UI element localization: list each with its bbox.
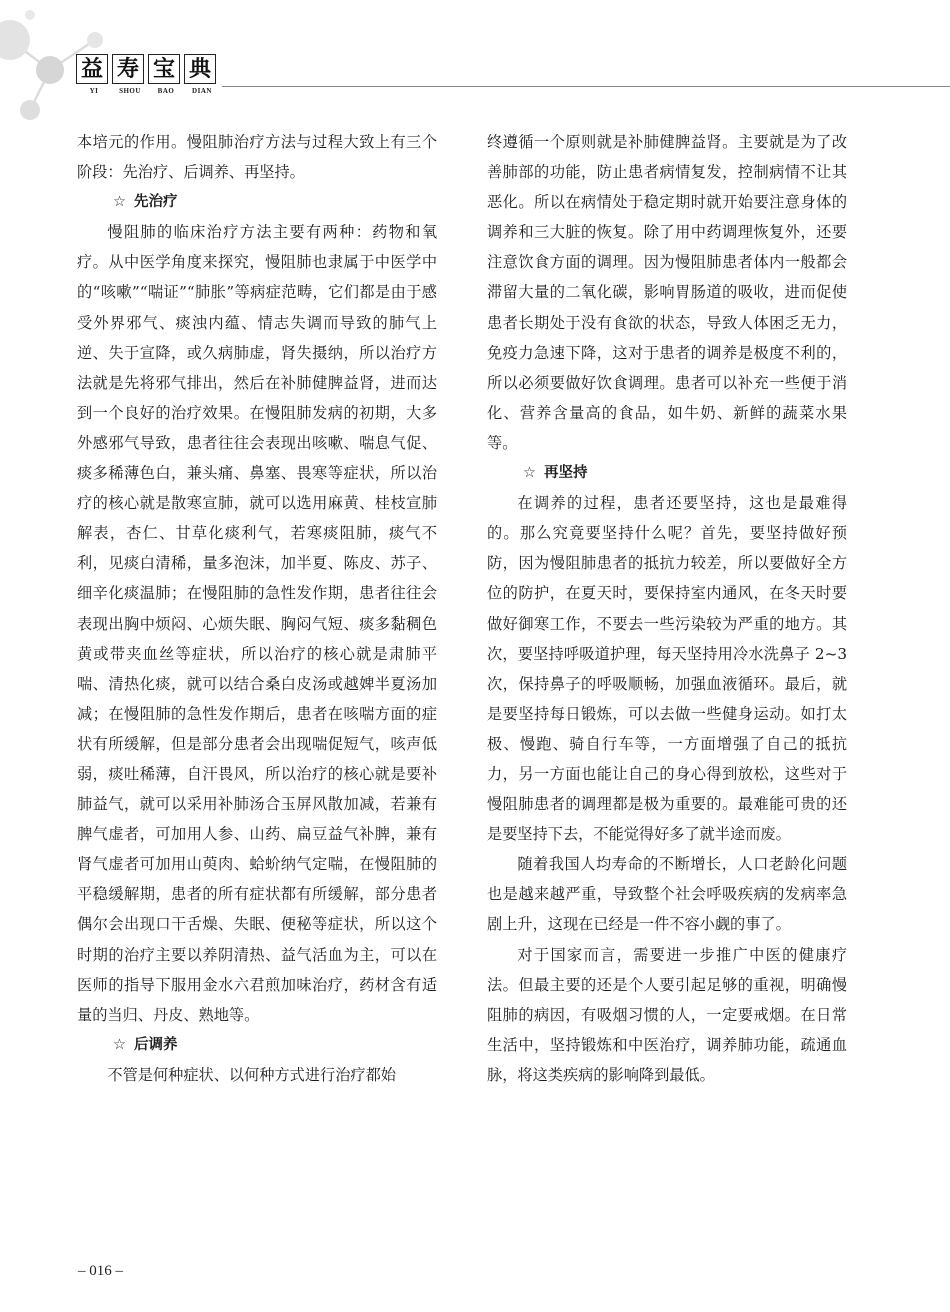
logo-pinyin-syllable: SHOU — [119, 87, 141, 95]
star-icon: ☆ — [113, 1036, 126, 1053]
section-heading-text: 后调养 — [134, 1036, 178, 1053]
logo-char: 寿 — [112, 54, 144, 84]
logo-char: 宝 — [148, 54, 180, 84]
body-paragraph: 在调养的过程，患者还要坚持，这也是最难得的。那么究竟要坚持什么呢？首先，要坚持做好预防，因为慢阻肺患者的抵抗力较差，所以要做好全方位的防护，在夏天时，要保持室内通风，在冬天时要做好御寒工作，不要去一些污染较为严重的地方。其次，要坚持呼吸道护理，每天坚持用冷水洗鼻子 2~3 次，保持鼻子的呼吸顺畅，加强血液循环。最后，就是要坚持每日锻炼，可以去做一些健身运动。如打太极、慢跑、骑自行车等，一方面增强了自己的抵抗力，另一方面也能让自己的身心得到放松，这些对于慢阻肺患者的调理都是极为重要的。最难能可贵的还是要坚持下去，不能觉得好多了就半途而废。 — [487, 494, 847, 844]
body-paragraph: 终遵循一个原则就是补肺健脾益肾。主要就是为了改善肺部的功能，防止患者病情复发，控制病情不让其恶化。所以在病情处于稳定期时就开始要注意身体的调养和三大脏的恢复。除了用中药调理恢复外，还要注意饮食方面的调理。因为慢阻肺患者体内一般都会滞留大量的二氧化碳，影响胃肠道的吸收，进而促使患者长期处于没有食欲的状态，导致人体困乏无力，免疫力急速下降，这对于患者的调养是极度不利的，所以必须要做好饮食调理。患者可以补充一些便于消化、营养含量高的食品，如牛奶、新鲜的蔬菜水果等。 — [487, 133, 847, 452]
section-heading-persistence — [487, 458, 847, 488]
left-column — [77, 127, 437, 1090]
section-heading-treatment — [77, 187, 437, 217]
logo-pinyin-syllable: DIAN — [192, 87, 212, 95]
header-rule — [222, 86, 950, 87]
logo-char: 典 — [184, 54, 216, 84]
logo-pinyin-syllable: YI — [89, 87, 99, 95]
magazine-logo — [76, 54, 220, 95]
section-heading-text: 先治疗 — [134, 194, 178, 211]
section-heading-text: 再坚持 — [544, 465, 588, 482]
body-paragraph: 随着我国人均寿命的不断增长，人口老龄化问题也是越来越严重，导致整个社会呼吸疾病的发病率急剧上升，这现在已经是一件不容小觑的事了。 — [487, 855, 847, 934]
page-number: – 016 – — [78, 1263, 123, 1279]
logo-char: 益 — [76, 54, 108, 84]
section-heading-recuperation — [77, 1030, 437, 1060]
body-paragraph: 不管是何种症状、以何种方式进行治疗都始 — [107, 1065, 396, 1084]
logo-characters — [76, 54, 220, 84]
body-paragraph: 对于国家而言，需要进一步推广中医的健康疗法。但最主要的还是个人要引起足够的重视，明确慢阻肺的病因，有吸烟习惯的人，一定要戒烟。在日常生活中，坚持锻炼和中医治疗，调养肺功能，疏通血脉，将这类疾病的影响降到最低。 — [487, 945, 847, 1084]
logo-pinyin-syllable: BAO — [157, 87, 175, 95]
right-column — [487, 127, 847, 1090]
body-paragraph: 本培元的作用。慢阻肺治疗方法与过程大致上有三个阶段：先治疗、后调养、再坚持。 — [77, 133, 437, 182]
logo-pinyin — [76, 87, 220, 95]
body-paragraph: 慢阻肺的临床治疗方法主要有两种：药物和氧疗。从中医学角度来探究，慢阻肺也隶属于中医学中的“咳嗽”“喘证”“肺胀”等病症范畴，它们都是由于感受外界邪气、痰浊内蕴、情志失调而导致的肺气上逆、失于宣降，或久病肺虚，肾失摄纳，所以治疗方法就是先将邪气排出，然后在补肺健脾益肾，进而达到一个良好的治疗效果。在慢阻肺发病的初期，大多外感邪气导致，患者往往会表现出咳嗽、喘息气促、痰多稀薄色白，兼头痛、鼻塞、畏寒等症状，所以治疗的核心就是散寒宣肺，就可以选用麻黄、桂枝宣肺解表，杏仁、甘草化痰利气，若寒痰阻肺，痰气不利，见痰白清稀，量多泡沫，加半夏、陈皮、苏子、细辛化痰温肺；在慢阻肺的急性发作期，患者往往会表现出胸中烦闷、心烦失眠、胸闷气短、痰多黏稠色黄或带夹血丝等症状，所以治疗的核心就是肃肺平喘、清热化痰，就可以结合桑白皮汤或越婢半夏汤加减；在慢阻肺的急性发作期后，患者在咳喘方面的症状有所缓解，但是部分患者会出现喘促短气，咳声低弱，痰吐稀薄，自汗畏风，所以治疗的核心就是要补肺益气，就可以采用补肺汤合玉屏风散加减，若兼有脾气虚者，可加用人参、山药、扁豆益气补脾，兼有肾气虚者可加用山萸肉、蛤蚧纳气定喘，在慢阻肺的平稳缓解期，患者的所有症状都有所缓解，部分患者偶尔会出现口干舌燥、失眠、便秘等症状，所以这个时期的治疗主要以养阴清热、益气活血为主，可以在医师的指导下服用金水六君煎加味治疗，药材含有适量的当归、丹皮、熟地等。 — [77, 223, 437, 1024]
star-icon: ☆ — [523, 465, 536, 482]
star-icon: ☆ — [113, 194, 126, 211]
